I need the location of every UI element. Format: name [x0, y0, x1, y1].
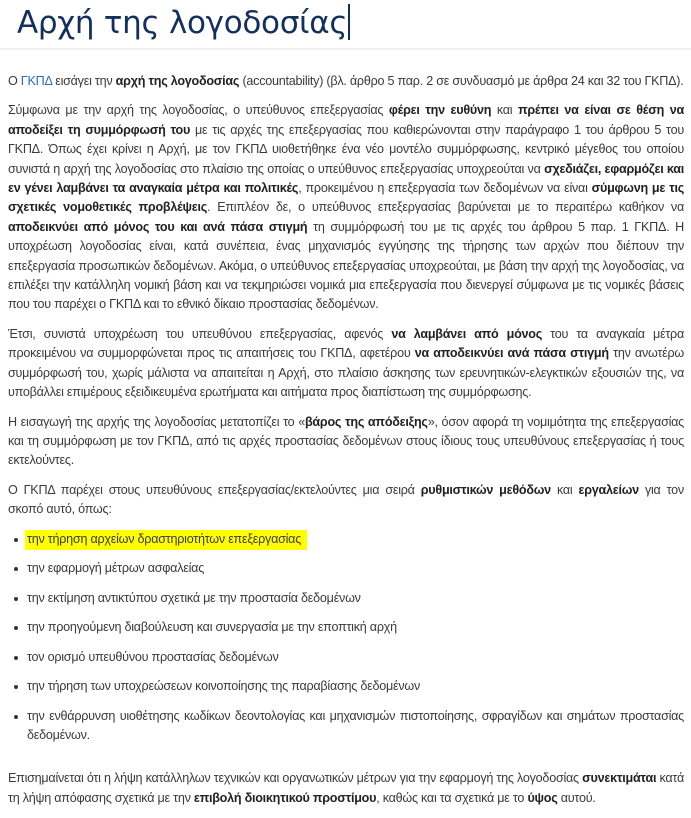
list-item-text: την τήρηση των υποχρεώσεων κοινοποίησης της παραβίασης δεδομένων [27, 679, 421, 694]
list-item-text: την εφαρμογή μέτρων ασφαλείας [27, 561, 205, 576]
bold-text: να αποδεικνύει ανά πάσα στιγμή [414, 346, 609, 361]
text-segment: αυτού. [557, 790, 596, 805]
text-segment: τη συμμόρφωσή του με τις αρχές του άρθρου 5 παρ. 1 ΓΚΠΔ. Η υποχρέωση λογοδοσίας είναι, κατά συνέπεια, ένας μηχανισμός εγγύησης της τήρησης των αρχών που διέπουν την επεξεργασία προσωπικών δεδομένων. Ακόμα, ο υπεύθυνος επεξεργασίας υποχρεούται, με βάση την αρχή της λογοδοσίας, να επιλέξει την κατάλληλη νομική βάση και να τεκμηριώσει νομικά μια επεξεργασία που διενεργεί σύμφωνα με τις νομικές βάσεις που του παρέχει ο ΓΚΠΔ και το εθνικό δίκαιο προστασίας δεδομένων. [8, 219, 684, 312]
bold-text: να λαμβάνει από μόνος [391, 326, 543, 341]
list-item [27, 618, 684, 637]
text-segment: . Επιπλέον δε, ο υπεύθυνος επεξεργασίας βαρύνεται με το περαιτέρω καθήκον να [207, 200, 684, 215]
text-segment: κατά τη λήψη απόφασης σχετικά με την [8, 771, 685, 805]
paragraph [8, 101, 684, 314]
bold-text: φέρει την ευθύνη [388, 103, 492, 118]
bold-text: αρχή της λογοδοσίας [115, 74, 240, 88]
header [0, 0, 691, 50]
paragraph [8, 72, 684, 91]
list-item-text: την εκτίμηση αντικτύπου σχετικά με την προστασία δεδομένων [27, 590, 361, 605]
page-title-text: Αρχή της λογοδοσίας [17, 5, 348, 41]
bold-text: σχεδιάζει, εφαρμόζει και εν γένει λαμβάνει τα αναγκαία μέτρα και πολιτικές [8, 161, 684, 196]
text-cursor [348, 4, 350, 40]
text-segment: για τον σκοπό αυτό, όπως: [8, 482, 684, 517]
list-item-text: την ενθάρρυνση υιοθέτησης κωδίκων δεοντολογίας και μηχανισμών πιστοποίησης, σφραγίδων και σημάτων προστασίας δεδομένων. [27, 708, 684, 742]
list-item [27, 589, 684, 608]
text-segment: Έτσι, συνιστά υποχρέωση του υπευθύνου επεξεργασίας, αφενός [8, 326, 392, 341]
list-item [27, 559, 684, 578]
text-segment: », όσον αφορά τη νομιμότητα της επεξεργασίας και τη συμμόρφωση με τον ΓΚΠΔ, από τις αρχές προστασίας δεδομένων στους ίδιους τους υπευθύνους επεξεργασίας ή τους εκτελούντες. [8, 414, 684, 468]
intro-paragraphs [8, 72, 684, 520]
list-item-text: τον ορισμό υπευθύνου προστασίας δεδομένων [27, 649, 279, 664]
text-segment: , προκειμένου η επεξεργασία των δεδομένων να είναι [298, 181, 592, 196]
list-item-text: την προηγούμενη διαβούλευση και συνεργασία με την εποπτική αρχή [27, 620, 397, 635]
text-segment: Η εισαγωγή της αρχής της λογοδοσίας μετατοπίζει το « [8, 414, 305, 429]
text-segment: Ο [8, 74, 21, 88]
text-segment: Επισημαίνεται ότι η λήψη κατάλληλων τεχνικών και οργανωτικών μέτρων για την εφαρμογή της λογοδοσίας [8, 771, 583, 786]
bold-text: σύμφωνη με τις σχετικές νομοθετικές προβλέψεις [8, 181, 684, 215]
list-item [27, 648, 684, 667]
text-segment: και [550, 482, 579, 497]
bold-text: ρυθμιστικών μεθόδων [420, 482, 551, 497]
paragraph [8, 481, 684, 520]
text-segment: Σύμφωνα με την αρχή της λογοδοσίας, ο υπεύθυνος επεξεργασίας [8, 103, 389, 118]
text-segment: , καθώς και τα σχετικά με το [376, 790, 528, 805]
paragraph [8, 325, 684, 403]
text-segment: του τα αναγκαία μέτρα προκειμένου να συμμορφώνεται προς τις απαιτήσεις του ΓΚΠΔ, αφετέρου [8, 326, 684, 361]
page-title[interactable] [17, 4, 350, 41]
text-segment: με τις αρχές της επεξεργασίας που καθιερώνονται στην παράγραφο 1 του άρθρου 5 του ΓΚΠΔ. Όπως έχει κρίνει η Αρχή, με τον ΓΚΠΔ υιοθετήθηκε ένα νέο μοντέλο συμμόρφωσης, κεντρικό μέγεθος του οποίου συνιστά η αρχή της λογοδοσίας στο πλαίσιο της οποίας ο υπεύθυνος επεξεργασίας υποχρεούται να [8, 122, 684, 176]
bold-text: εργαλείων [578, 482, 639, 497]
article-body [8, 72, 684, 818]
gdpr-link[interactable]: ΓΚΠΔ [20, 74, 52, 88]
list-item [27, 530, 684, 549]
text-segment: εισάγει την [51, 74, 116, 88]
bold-text: αποδεικνύει από μόνος του και ανά πάσα στιγμή [8, 219, 308, 234]
highlighted-text: την τήρηση αρχείων δραστηριοτήτων επεξεργασίας [25, 530, 307, 550]
bold-text: ύψος [527, 790, 558, 805]
text-segment: και [491, 103, 518, 118]
bold-text: πρέπει να είναι σε θέση να αποδείξει τη συμμόρφωσή του [8, 103, 684, 137]
text-segment: την ανωτέρω συμμόρφωσή του, χωρίς μάλιστα να απαιτείται η Αρχή, στο πλαίσιο άσκησης των ερευνητικών-ελεγκτικών εξουσιών της, να υποβάλλει επιμέρους εξειδικευμένα ερωτήματα και αιτήματα προς διαπίστωση της συμμόρφωσης. [8, 346, 684, 400]
text-segment: (accountability) (βλ. άρθρο 5 παρ. 2 σε συνδυασμό με άρθρα 24 και 32 του ΓΚΠΔ). [239, 74, 684, 88]
list-item [27, 707, 684, 746]
list-item [27, 677, 684, 696]
bold-text: επιβολή διοικητικού προστίμου [193, 790, 377, 805]
tools-list [8, 530, 684, 746]
text-segment: Ο ΓΚΠΔ παρέχει στους υπευθύνους επεξεργασίας/εκτελούντες μια σειρά [8, 482, 421, 497]
paragraph [8, 413, 684, 471]
closing-paragraph [8, 769, 684, 808]
bold-text: βάρος της απόδειξης [304, 414, 428, 429]
bold-text: συνεκτιμάται [582, 771, 657, 786]
